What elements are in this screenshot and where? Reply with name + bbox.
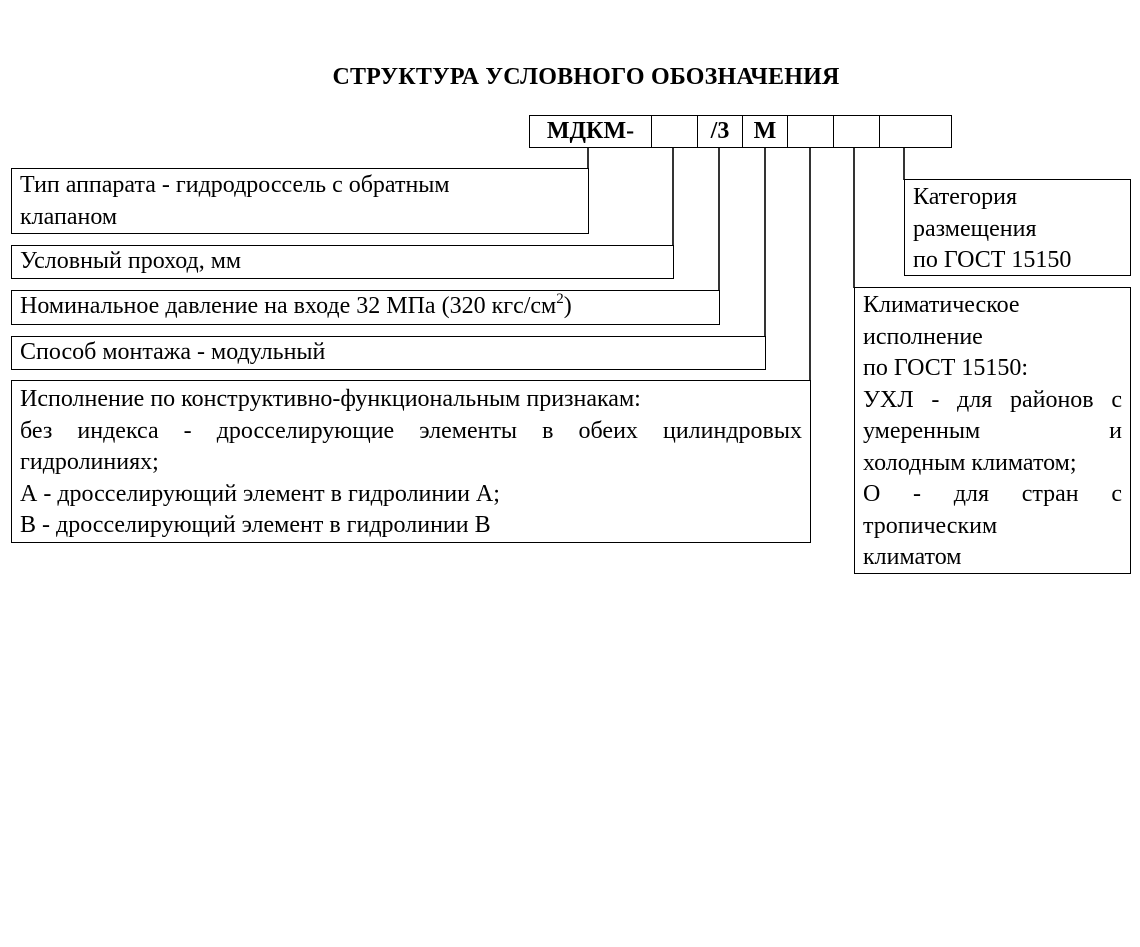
climate-line-9: климатом (863, 544, 962, 570)
diagram-title: СТРУКТУРА УСЛОВНОГО ОБОЗНАЧЕНИЯ (332, 64, 840, 90)
nominal-bore-text: Условный проход, мм (20, 248, 242, 274)
box-nominal-bore (11, 245, 674, 279)
climate-line-6: холодным климатом; (863, 449, 1077, 476)
placement-line-2: размещения (913, 215, 1037, 242)
climate-line-8: тропическим (863, 512, 998, 539)
execution-line-5: В - дросселирующий элемент в гидролинии В (20, 512, 491, 538)
execution-line-1: Исполнение по конструктивно-функциональным признакам: (20, 386, 641, 412)
box-pressure (11, 290, 720, 325)
pressure-text: Номинальное давление на входе 32 МПа (320 кгс/$см^2$) (20, 291, 572, 319)
box-climate (854, 287, 1131, 574)
climate-line-1: Климатическое (863, 292, 1020, 318)
pressure-unit-superscript: 2 (556, 291, 564, 307)
placement-line-1: Категория (913, 184, 1017, 210)
climate-line-7: О - для стран с (863, 481, 1122, 507)
placement-line-3: по ГОСТ 15150 (913, 247, 1072, 273)
execution-line-2: без индекса - дросселирующие элементы в обеих цилиндровых (20, 417, 802, 444)
execution-line-3: гидролиниях; (20, 449, 159, 475)
box-placement (904, 179, 1131, 276)
device-type-line-2: клапаном (20, 203, 118, 230)
climate-line-3: по ГОСТ 15150: (863, 355, 1029, 381)
execution-line-4: А - дросселирующий элемент в гидролинии А; (20, 480, 500, 507)
code-cell-prefix: МДКМ- (529, 115, 652, 148)
box-mounting (11, 336, 766, 370)
mounting-text: Способ монтажа - модульный (20, 339, 326, 365)
device-type-line-1: Тип аппарата - гидродроссель с обратным (20, 172, 450, 198)
box-device-type (11, 168, 589, 234)
climate-line-5: умеренным и (863, 418, 1122, 444)
climate-line-4: УХЛ - для районов с (863, 386, 1122, 413)
code-cell-mounting: М (742, 115, 788, 148)
climate-line-2: исполнение (863, 323, 983, 350)
box-execution (11, 380, 811, 543)
code-cell-pressure: /3 (697, 115, 743, 148)
